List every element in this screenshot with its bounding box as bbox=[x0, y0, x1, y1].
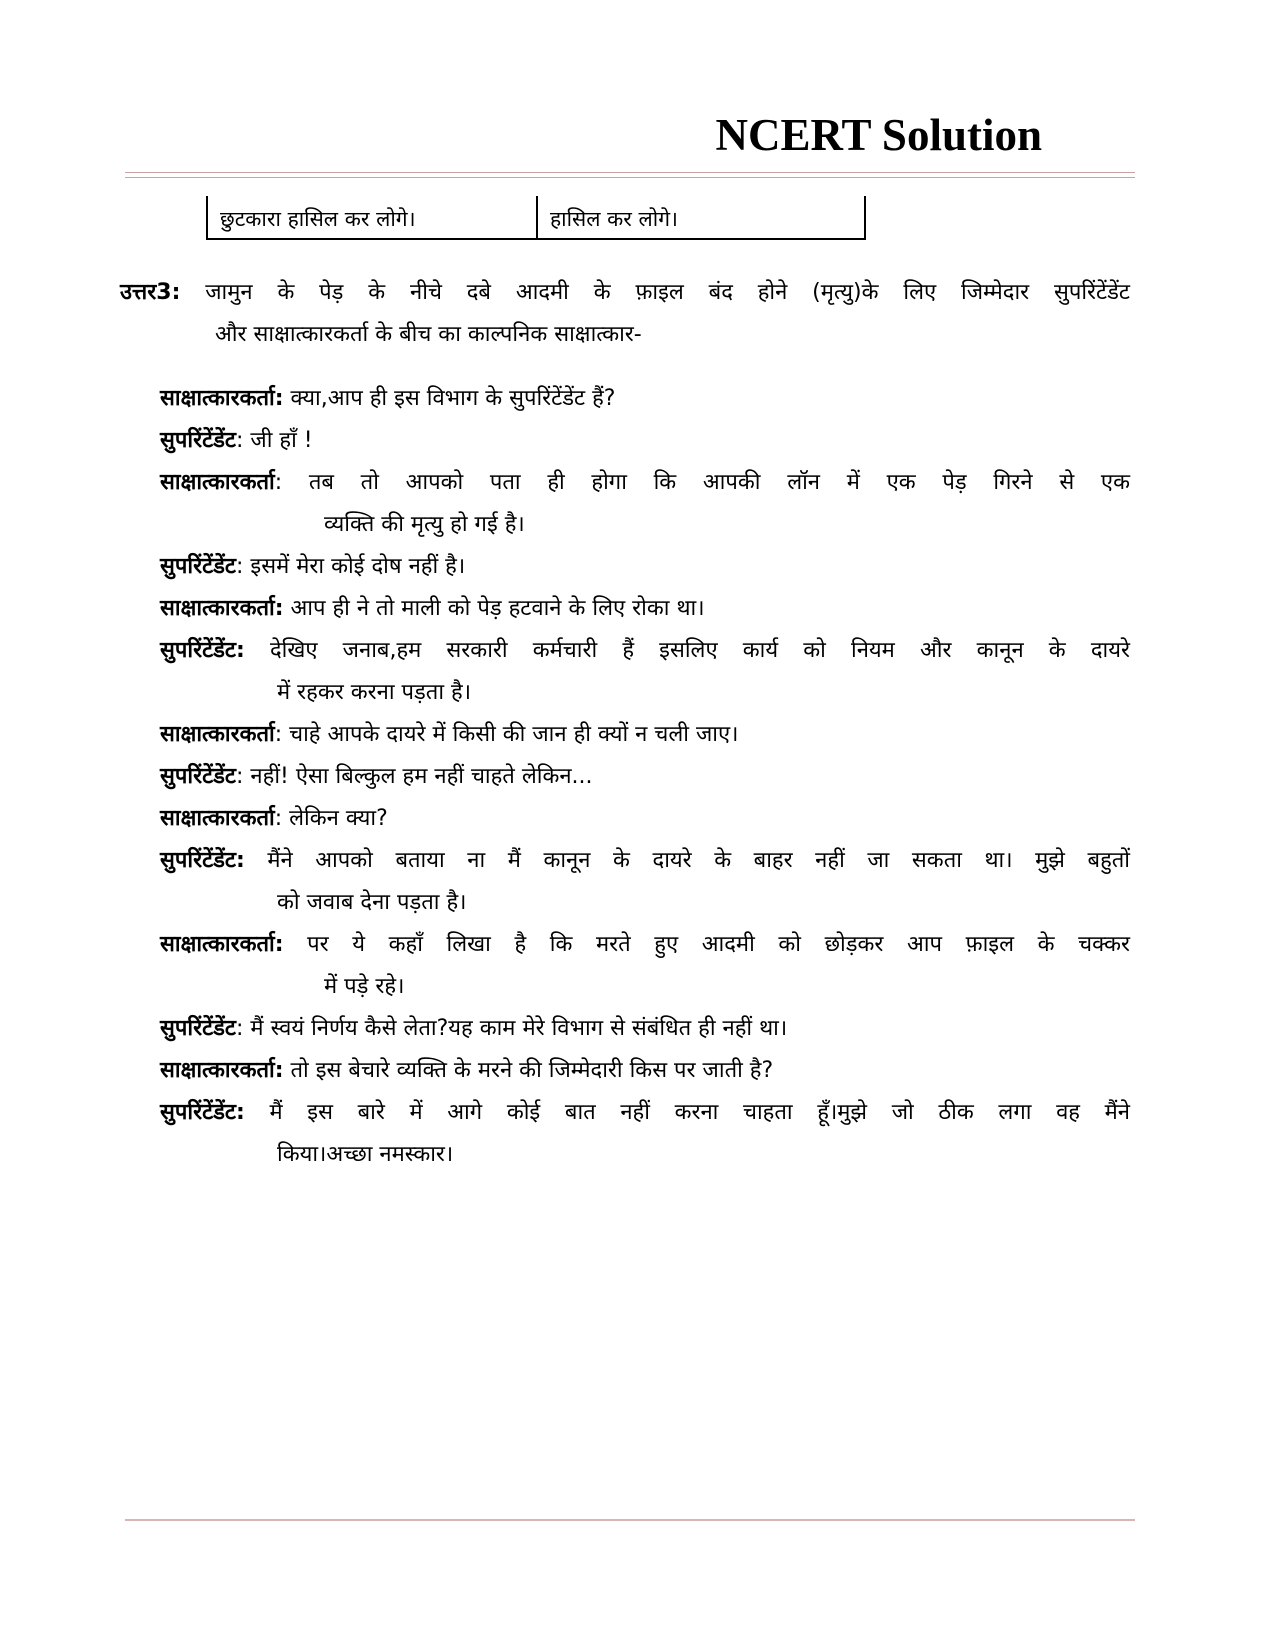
answer-line-2: और साक्षात्कारकर्ता के बीच का काल्पनिक साक्षात्कार- bbox=[215, 322, 642, 347]
dialogue-turn bbox=[160, 1050, 1130, 1092]
dialogue-text: : नहीं! ऐसा बिल्कुल हम नहीं चाहते लेकिन... bbox=[236, 764, 593, 789]
table-cell: छुटकारा हासिल कर लोगे। bbox=[208, 196, 538, 238]
speaker-label: सुपरिंटेंडेंट bbox=[160, 428, 237, 453]
dialogue-turn bbox=[160, 378, 1130, 420]
speaker-label: साक्षात्कारकर्ता: bbox=[160, 932, 284, 957]
dialogue-text: : जी हाँ ! bbox=[236, 428, 313, 453]
dialogue-text: मैं इस बारे में आगे कोई बात नहीं करना चाहता हूँ।मुझे जो ठीक लगा वह मैंने bbox=[244, 1100, 1130, 1125]
answer-label: उत्तर3: bbox=[120, 280, 181, 305]
dialogue-turn bbox=[160, 546, 1130, 588]
speaker-label: साक्षात्कारकर्ता: bbox=[160, 386, 284, 411]
speaker-label: सुपरिंटेंडेंट: bbox=[160, 1100, 245, 1125]
dialogue-continuation: में पड़े रहे। bbox=[324, 974, 405, 999]
dialogue-turn bbox=[160, 840, 1130, 882]
dialogue-turn bbox=[160, 588, 1130, 630]
dialogue-turn bbox=[160, 462, 1130, 504]
dialogue-turn bbox=[160, 714, 1130, 756]
speaker-label: सुपरिंटेंडेंट bbox=[160, 764, 237, 789]
answer-intro bbox=[120, 272, 1130, 356]
speaker-label: सुपरिंटेंडेंट bbox=[160, 1016, 237, 1041]
dialogue-turn bbox=[160, 798, 1130, 840]
dialogue-turn bbox=[160, 1092, 1130, 1134]
speaker-label: सुपरिंटेंडेंट bbox=[160, 554, 237, 579]
speaker-label: साक्षात्कारकर्ता: bbox=[160, 1058, 284, 1083]
dialogue-text: आप ही ने तो माली को पेड़ हटवाने के लिए रोका था। bbox=[283, 596, 705, 621]
speaker-label: साक्षात्कारकर्ता bbox=[160, 806, 275, 831]
header-divider bbox=[125, 172, 1135, 173]
interview-dialogue bbox=[160, 378, 1130, 1176]
dialogue-continuation: व्यक्ति की मृत्यु हो गई है। bbox=[324, 512, 525, 537]
dialogue-turn bbox=[160, 1008, 1130, 1050]
dialogue-continuation: को जवाब देना पड़ता है। bbox=[277, 890, 467, 915]
dialogue-text: देखिए जनाब,हम सरकारी कर्मचारी हैं इसलिए कार्य को नियम और कानून के दायरे bbox=[244, 638, 1130, 663]
dialogue-continuation: में रहकर करना पड़ता है। bbox=[277, 680, 472, 705]
speaker-label: साक्षात्कारकर्ता: bbox=[160, 596, 284, 621]
dialogue-turn bbox=[160, 756, 1130, 798]
answer-line-1 bbox=[120, 272, 1130, 314]
dialogue-text: तो इस बेचारे व्यक्ति के मरने की जिम्मेदारी किस पर जाती है? bbox=[283, 1058, 774, 1083]
dialogue-text: : चाहे आपके दायरे में किसी की जान ही क्यों न चली जाए। bbox=[274, 722, 739, 747]
dialogue-turn bbox=[160, 420, 1130, 462]
dialogue-text: : मैं स्वयं निर्णय कैसे लेता?यह काम मेरे विभाग से संबंधित ही नहीं था। bbox=[236, 1016, 788, 1041]
dialogue-text: पर ये कहाँ लिखा है कि मरते हुए आदमी को छोड़कर आप फ़ाइल के चक्कर bbox=[283, 932, 1130, 957]
dialogue-text: : तब तो आपको पता ही होगा कि आपकी लॉन में एक पेड़ गिरने से एक bbox=[274, 470, 1130, 495]
speaker-label: सुपरिंटेंडेंट: bbox=[160, 638, 245, 663]
table-cell: हासिल कर लोगे। bbox=[550, 207, 678, 231]
dialogue-turn bbox=[160, 630, 1130, 672]
dialogue-continuation: किया।अच्छा नमस्कार। bbox=[277, 1142, 454, 1167]
dialogue-turn bbox=[160, 924, 1130, 966]
footer-divider bbox=[125, 1519, 1135, 1521]
table-fragment bbox=[206, 196, 866, 240]
header-divider-secondary bbox=[125, 177, 1135, 178]
answer-text: जामुन के पेड़ के नीचे दबे आदमी के फ़ाइल बंद होने (मृत्यु)के लिए जिम्मेदार सुपरिंटेंडेंट bbox=[205, 280, 1130, 305]
dialogue-text: क्या,आप ही इस विभाग के सुपरिंटेंडेंट हैं? bbox=[283, 386, 616, 411]
speaker-label: साक्षात्कारकर्ता bbox=[160, 470, 275, 495]
speaker-label: साक्षात्कारकर्ता bbox=[160, 722, 275, 747]
dialogue-text: मैंने आपको बताया ना मैं कानून के दायरे के बाहर नहीं जा सकता था। मुझे बहुतों bbox=[244, 848, 1130, 873]
dialogue-text: : लेकिन क्या? bbox=[274, 806, 388, 831]
dialogue-text: : इसमें मेरा कोई दोष नहीं है। bbox=[236, 554, 466, 579]
page-header-title: NCERT Solution bbox=[715, 110, 1042, 160]
speaker-label: सुपरिंटेंडेंट: bbox=[160, 848, 245, 873]
